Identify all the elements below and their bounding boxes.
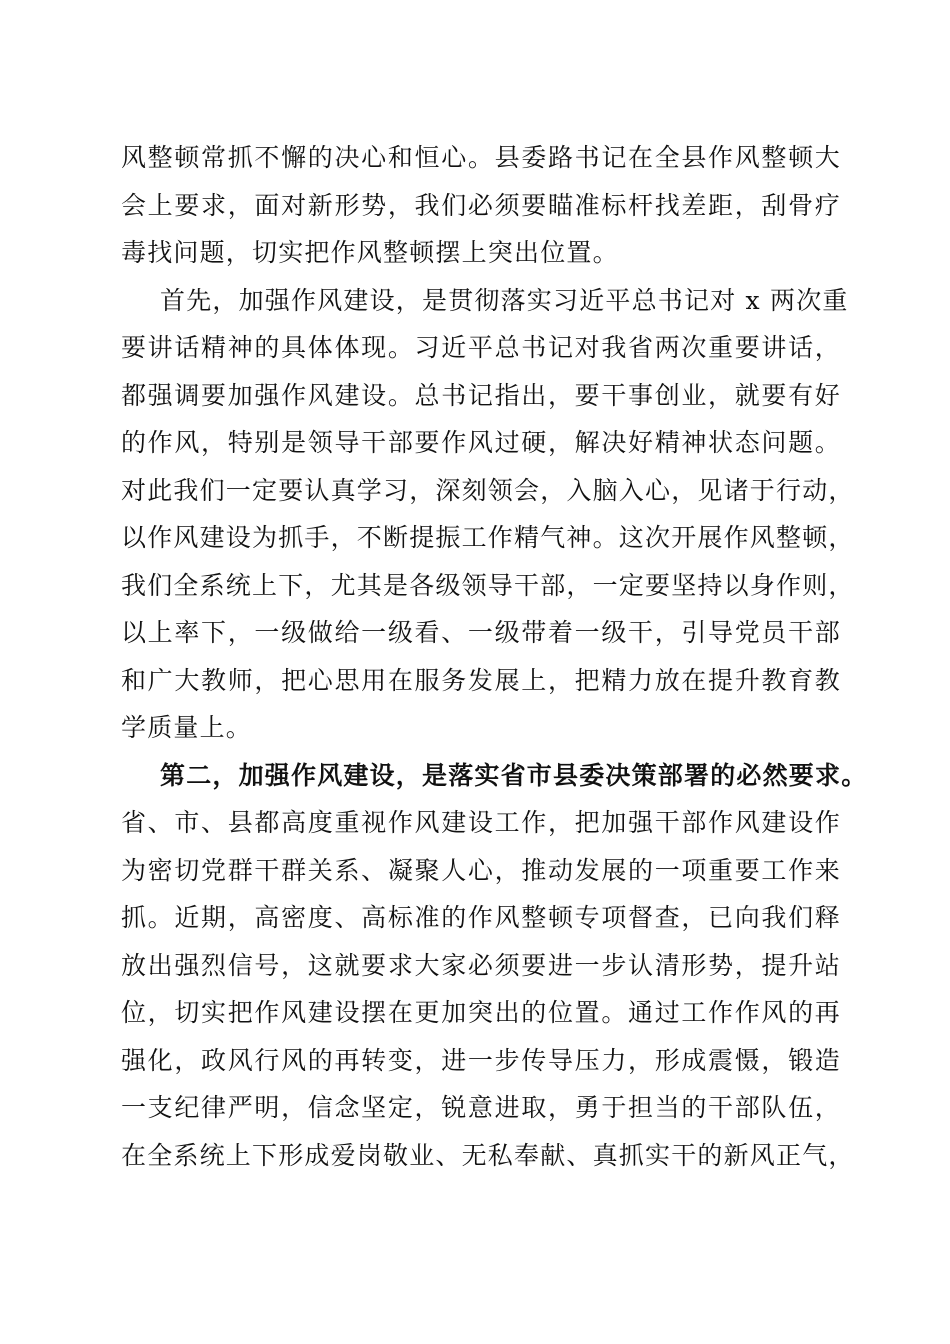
text-line: 要讲话精神的具体体现。习近平总书记对我省两次重要讲话， [121,333,841,362]
text-line: 强化，政风行风的再转变，进一步传导压力，形成震慑，锻造 [121,1045,841,1075]
text-line: 为密切党群干群关系、凝聚人心，推动发展的一项重要工作来 [121,855,841,885]
text-line: 对此我们一定要认真学习，深刻领会，入脑入心，见诸于行动， [121,475,855,505]
paragraph-3 [121,752,868,1180]
body-text [121,134,868,1179]
text-line: 首先，加强作风建设，是贯彻落实习近平总书记对 x 两次重 [160,285,849,315]
text-line: 和广大教师，把心思用在服务发展上，把精力放在提升教育教 [121,665,841,695]
text-line: 风整顿常抓不懈的决心和恒心。县委路书记在全县作风整顿大 [121,143,841,172]
text-line: 我们全系统上下，尤其是各级领导干部，一定要坚持以身作则， [121,570,855,600]
text-line: 都强调要加强作风建设。总书记指出，要干事创业，就要有好 [121,380,841,410]
paragraph-heading: 第二，加强作风建设，是落实省市县委决策部署的必然要求。 [160,760,868,790]
text-line: 以上率下，一级做给一级看、一级带着一级干，引导党员干部 [121,618,841,647]
text-line: 一支纪律严明，信念坚定，锐意进取，勇于担当的干部队伍， [121,1093,841,1122]
text-line: 在全系统上下形成爱岗敬业、无私奉献、真抓实干的新风正气， [121,1140,855,1170]
text-line: 位，切实把作风建设摆在更加突出的位置。通过工作作风的再 [121,998,841,1027]
text-line: 毒找问题，切实把作风整顿摆上突出位置。 [121,238,619,267]
text-line: 以作风建设为抓手，不断提振工作精气神。这次开展作风整顿， [121,523,855,552]
text-line: 学质量上。 [121,713,253,742]
paragraph-2 [121,277,855,752]
text-line: 的作风，特别是领导干部要作风过硬，解决好精神状态问题。 [121,428,841,457]
text-line: 省、市、县都高度重视作风建设工作，把加强干部作风建设作 [121,808,841,837]
text-line: 会上要求，面对新形势，我们必须要瞄准标杆找差距，刮骨疗 [121,190,841,220]
paragraph-1 [121,134,841,277]
text-line: 抓。近期，高密度、高标准的作风整顿专项督查，已向我们释 [121,903,841,932]
text-line: 放出强烈信号，这就要求大家必须要进一步认清形势，提升站 [121,950,841,980]
